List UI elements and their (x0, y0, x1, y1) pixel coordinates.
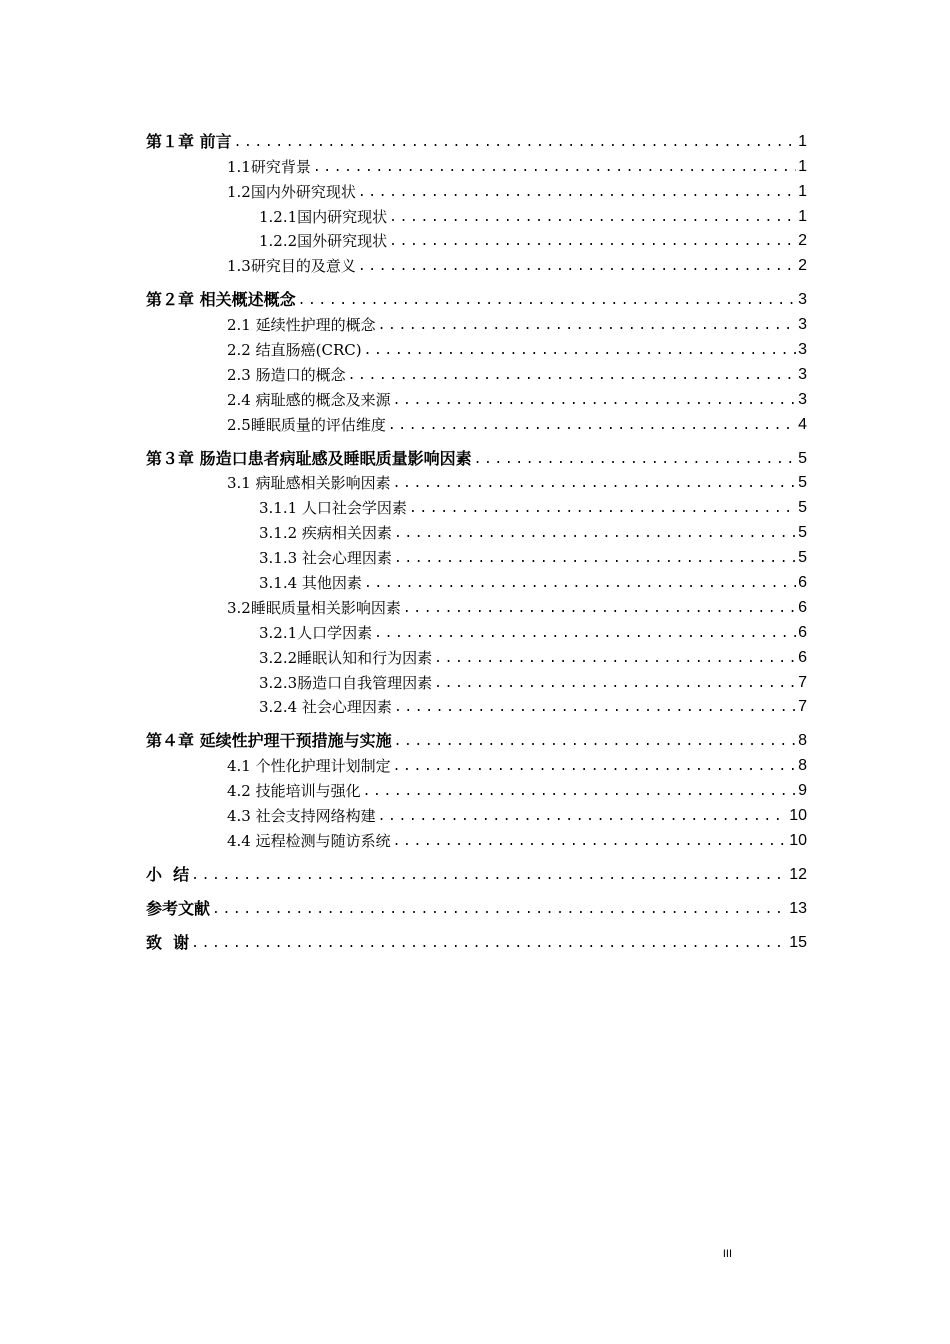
toc-leader-dots (388, 417, 796, 435)
toc-entry-page: 1 (798, 157, 807, 175)
toc-entry-label: 致 谢 (146, 932, 190, 952)
toc-entry-label: 2.2 结直肠癌(CRC) (227, 341, 362, 360)
toc-entry-label: 4.2 技能培训与强化 (227, 782, 361, 801)
toc-leader-dots (434, 650, 796, 668)
toc-leader-dots (364, 575, 796, 593)
toc-entry-label: 1.3研究目的及意义 (227, 257, 356, 276)
toc-entry-3-2-4[interactable] (146, 693, 807, 718)
toc-entry-page: 5 (798, 474, 807, 492)
toc-entry-page: 4 (798, 415, 807, 433)
toc-entry-label: 第１章 前言 (146, 131, 232, 151)
toc-entry-label: 4.3 社会支持网络构建 (227, 807, 376, 826)
toc-entry-label: 3.1.4 其他因素 (259, 574, 362, 593)
toc-entry-page: 10 (789, 831, 807, 849)
toc-entry-page: 7 (798, 673, 807, 691)
toc-entry-label: 3.2.2睡眠认知和行为因素 (259, 648, 433, 667)
toc-entry-1-2-2[interactable] (146, 227, 807, 252)
table-of-contents (146, 127, 807, 953)
toc-entry-label: 第３章 肠造口患者病耻感及睡眠质量影响因素 (146, 448, 472, 468)
toc-entry-label: 2.5睡眠质量的评估维度 (227, 415, 386, 434)
toc-leader-dots (374, 625, 796, 643)
toc-entry-page: 8 (798, 732, 807, 750)
toc-entry-3-2-1[interactable] (146, 618, 807, 643)
toc-entry-2-2[interactable] (146, 335, 807, 360)
toc-entry-page: 5 (798, 499, 807, 517)
toc-entry-3-2-3[interactable] (146, 668, 807, 693)
toc-entry-label: 小 结 (146, 864, 190, 884)
toc-entry-3-2[interactable] (146, 593, 807, 618)
toc-entry-2-3[interactable] (146, 360, 807, 385)
toc-entry-page: 2 (798, 232, 807, 250)
toc-entry-label: 参考文献 (146, 898, 211, 918)
toc-leader-dots (394, 733, 797, 751)
toc-entry-2-5[interactable] (146, 410, 807, 435)
toc-entry-references[interactable] (146, 894, 807, 919)
toc-entry-page: 3 (798, 341, 807, 359)
toc-entry-page: 13 (789, 899, 807, 917)
toc-leader-dots (212, 901, 787, 919)
toc-entry-label: 3.2.4 社会心理因素 (259, 698, 392, 717)
toc-entry-page: 1 (798, 182, 807, 200)
toc-entry-4-1[interactable] (146, 751, 807, 776)
toc-entry-label: 第２章 相关概述概念 (146, 290, 296, 310)
toc-leader-dots (434, 675, 796, 693)
toc-leader-dots (234, 134, 797, 152)
toc-entry-page: 3 (798, 390, 807, 408)
toc-leader-dots (191, 935, 787, 953)
toc-entry-4-3[interactable] (146, 801, 807, 826)
toc-leader-dots (298, 292, 797, 310)
toc-leader-dots (394, 525, 796, 543)
toc-entry-2-4[interactable] (146, 385, 807, 410)
toc-leader-dots (363, 783, 796, 801)
toc-entry-3-1-4[interactable] (146, 568, 807, 593)
toc-leader-dots (364, 342, 797, 360)
toc-entry-label: 2.3 肠造口的概念 (227, 365, 346, 384)
toc-entry-label: 3.2睡眠质量相关影响因素 (227, 598, 401, 617)
toc-entry-page: 3 (798, 365, 807, 383)
toc-entry-label: 3.1.2 疾病相关因素 (259, 524, 392, 543)
toc-entry-page: 6 (798, 598, 807, 616)
toc-entry-page: 6 (798, 623, 807, 641)
toc-entry-page: 5 (798, 449, 807, 467)
toc-entry-3-1-3[interactable] (146, 543, 807, 568)
toc-entry-page: 1 (798, 207, 807, 225)
toc-entry-4-2[interactable] (146, 776, 807, 801)
toc-leader-dots (393, 758, 796, 776)
toc-entry-3-1-1[interactable] (146, 493, 807, 518)
toc-entry-page: 15 (789, 933, 807, 951)
toc-entry-3-1-2[interactable] (146, 518, 807, 543)
toc-leader-dots (389, 233, 796, 251)
toc-leader-dots (378, 317, 796, 335)
toc-entry-label: 1.2.2国外研究现状 (259, 232, 388, 251)
toc-entry-label: 3.1.1 人口社会学因素 (259, 499, 407, 518)
toc-leader-dots (389, 209, 796, 227)
toc-entry-chapter-3[interactable] (146, 444, 807, 469)
page-number: III (722, 1248, 732, 1260)
toc-leader-dots (474, 451, 797, 469)
toc-entry-page: 6 (798, 574, 807, 592)
toc-leader-dots (393, 833, 788, 851)
toc-entry-1-2-1[interactable] (146, 202, 807, 227)
toc-entry-page: 3 (798, 291, 807, 309)
toc-leader-dots (348, 367, 796, 385)
toc-entry-3-1[interactable] (146, 469, 807, 494)
toc-entry-label: 第４章 延续性护理干预措施与实施 (146, 731, 392, 751)
toc-entry-page: 6 (798, 648, 807, 666)
toc-leader-dots (394, 699, 796, 717)
toc-entry-4-4[interactable] (146, 826, 807, 851)
toc-leader-dots (358, 184, 796, 202)
toc-entry-page: 3 (798, 316, 807, 334)
toc-entry-1-2[interactable] (146, 177, 807, 202)
toc-entry-label: 4.4 远程检测与随访系统 (227, 831, 391, 850)
toc-entry-page: 9 (798, 782, 807, 800)
toc-entry-chapter-2[interactable] (146, 285, 807, 310)
toc-leader-dots (313, 159, 796, 177)
toc-entry-1-3[interactable] (146, 251, 807, 276)
toc-entry-label: 1.1研究背景 (227, 157, 311, 176)
toc-entry-label: 3.2.3肠造口自我管理因素 (259, 673, 433, 692)
toc-leader-dots (403, 600, 796, 618)
toc-entry-label: 1.2.1国内研究现状 (259, 207, 388, 226)
toc-entry-chapter-4[interactable] (146, 726, 807, 751)
toc-leader-dots (191, 867, 787, 885)
toc-entry-page: 2 (798, 257, 807, 275)
toc-entry-label: 2.4 病耻感的概念及来源 (227, 390, 391, 409)
toc-entry-2-1[interactable] (146, 310, 807, 335)
toc-leader-dots (358, 258, 796, 276)
toc-entry-label: 3.1 病耻感相关影响因素 (227, 474, 391, 493)
toc-entry-page: 12 (789, 865, 807, 883)
toc-leader-dots (409, 500, 796, 518)
toc-entry-3-2-2[interactable] (146, 643, 807, 668)
toc-entry-label: 4.1 个性化护理计划制定 (227, 757, 391, 776)
toc-leader-dots (378, 808, 788, 826)
toc-leader-dots (394, 550, 796, 568)
toc-entry-label: 3.1.3 社会心理因素 (259, 549, 392, 568)
toc-entry-label: 3.2.1人口学因素 (259, 623, 373, 642)
toc-entry-summary[interactable] (146, 860, 807, 885)
toc-leader-dots (393, 392, 796, 410)
toc-entry-page: 10 (789, 807, 807, 825)
toc-entry-acknowledgements[interactable] (146, 928, 807, 953)
toc-entry-page: 8 (798, 757, 807, 775)
toc-entry-page: 5 (798, 524, 807, 542)
toc-entry-page: 1 (798, 132, 807, 150)
toc-entry-chapter-1[interactable] (146, 127, 807, 152)
toc-entry-page: 5 (798, 549, 807, 567)
toc-entry-label: 2.1 延续性护理的概念 (227, 316, 376, 335)
toc-entry-label: 1.2国内外研究现状 (227, 182, 356, 201)
toc-entry-1-1[interactable] (146, 152, 807, 177)
toc-leader-dots (393, 475, 796, 493)
toc-entry-page: 7 (798, 698, 807, 716)
